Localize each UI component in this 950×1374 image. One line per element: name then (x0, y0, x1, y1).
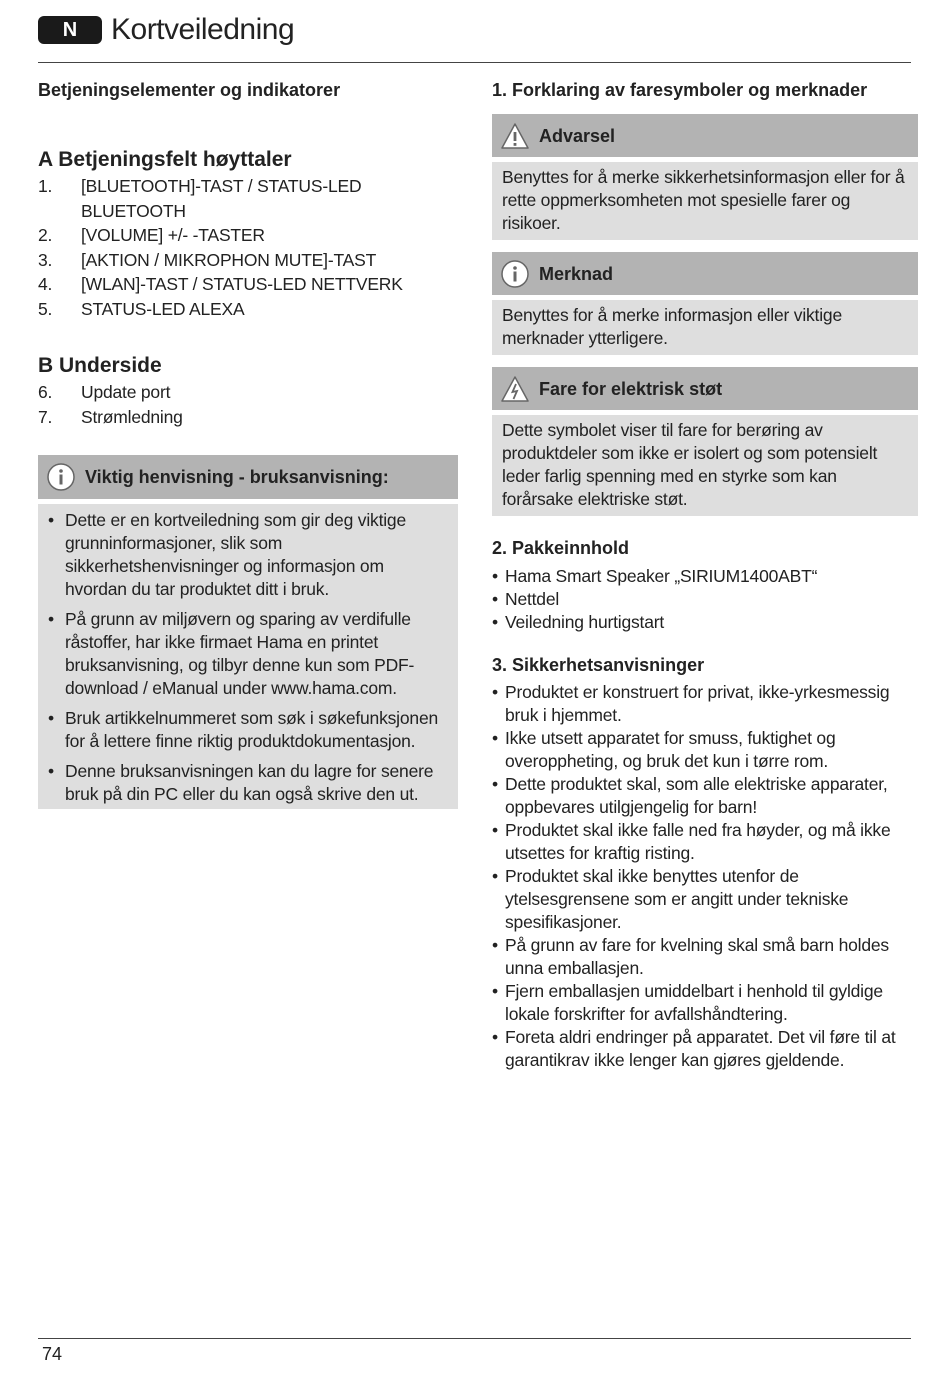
note-box-header (492, 252, 918, 295)
package-list (492, 565, 918, 634)
list-item: • Produktet skal ikke benyttes utenfor de ytelsesgrensene som er angitt under tekniske spesifikasjoner. (492, 865, 918, 934)
info-icon (500, 259, 530, 289)
controls-heading: Betjeningselementer og indikatorer (38, 80, 341, 100)
notice-list (48, 509, 448, 806)
list-item: • Dette produktet skal, som alle elektriske apparater, oppbevares utilgjengelig for barn! (492, 773, 918, 819)
safety-list (492, 681, 918, 1072)
footer-divider (38, 1338, 911, 1339)
list-item: • Nettdel (492, 588, 918, 611)
list-item: • Ikke utsett apparatet for smuss, fuktighet og overoppheting, og bruk det kun i tørre rom. (492, 727, 918, 773)
section-b-title: B Underside (38, 354, 162, 377)
section-b-list (38, 380, 458, 429)
list-item: • Fjern emballasjen umiddelbart i henhold til gyldige lokale forskrifter for avfallshåndtering. (492, 980, 918, 1026)
list-item: • Foreta aldri endringer på apparatet. Det vil føre til at garantikrav ikke lenger kan gjøres gjeldende. (492, 1026, 918, 1072)
info-icon (46, 462, 76, 492)
warning-box-header (492, 114, 918, 157)
note-title: Merknad (539, 264, 614, 284)
header-divider (38, 62, 911, 63)
notice-box-body (38, 504, 458, 809)
section-a-title: A Betjeningsfelt høyttaler (38, 148, 292, 171)
list-item: • Produktet er konstruert for privat, ikke-yrkesmessig bruk i hjemmet. (492, 681, 918, 727)
list-item: 4. [WLAN]-TAST / STATUS-LED NETTVERK (38, 274, 403, 294)
list-item: 2. [VOLUME] +/- -TASTER (38, 225, 265, 245)
electric-shock-icon (500, 374, 530, 404)
list-item: • Produktet skal ikke falle ned fra høyder, og må ikke utsettes for kraftig risting. (492, 819, 918, 865)
list-item: • På grunn av miljøvern og sparing av verdifulle råstoffer, har ikke firmaet Hama en printet bruksanvisning, og tilbyr denne kun som PDF-download / eManual under www.hama.com. (48, 608, 448, 700)
section-1-title: 1. Forklaring av faresymboler og merknader (492, 80, 868, 100)
list-item: 7. Strømledning (38, 406, 183, 427)
list-item: 3. [AKTION / MIKROPHON MUTE]-TAST (38, 249, 377, 270)
page-title: Kortveiledning (111, 13, 295, 46)
electric-box-body: Dette symbolet viser til fare for berøring av produktdeler som ikke er isolert og som potensielt leder farlig spenning med en styrke som kan forårsake elektriske støt. (492, 415, 918, 516)
list-item: 1. [BLUETOOTH]-TAST / STATUS-LED BLUETOOTH (38, 176, 362, 221)
list-item: • Dette er en kortveiledning som gir deg viktige grunninformasjoner, slik som sikkerhetshenvisninger og informasjon om hvordan du tar produktet ditt i bruk. (48, 509, 448, 601)
section-a-list (38, 174, 458, 321)
section-3-title: 3. Sikkerhetsanvisninger (492, 655, 705, 675)
right-column (492, 78, 918, 1072)
warning-title: Advarsel (539, 126, 616, 146)
left-column (38, 78, 458, 809)
list-item: • Bruk artikkelnummeret som søk i søkefunksjonen for å lettere finne riktig produktdokumentasjon. (48, 707, 448, 753)
notice-title: Viktig henvisning - bruksanvisning: (85, 467, 389, 487)
electric-title: Fare for elektrisk støt (539, 379, 723, 399)
warning-box-body: Benyttes for å merke sikkerhetsinformasjon eller for å rette oppmerksomheten mot spesielle farer og risikoer. (492, 162, 918, 240)
list-item: 6. Update port (38, 382, 171, 402)
list-item: • Hama Smart Speaker „SIRIUM1400ABT“ (492, 565, 918, 588)
notice-box-header (38, 455, 458, 499)
note-box-body: Benyttes for å merke informasjon eller viktige merknader ytterligere. (492, 300, 918, 355)
list-item: 5. STATUS-LED ALEXA (38, 298, 245, 319)
list-item: • Denne bruksanvisningen kan du lagre for senere bruk på din PC eller du kan også skrive den ut. (48, 760, 448, 806)
page-number: 74 (42, 1344, 63, 1364)
list-item: • Veiledning hurtigstart (492, 611, 918, 634)
warning-triangle-icon (500, 121, 530, 151)
section-2-title: 2. Pakkeinnhold (492, 538, 630, 558)
language-badge: N (38, 16, 102, 44)
page-header (38, 12, 911, 62)
electric-box-header (492, 367, 918, 410)
list-item: • På grunn av fare for kvelning skal små barn holdes unna emballasjen. (492, 934, 918, 980)
